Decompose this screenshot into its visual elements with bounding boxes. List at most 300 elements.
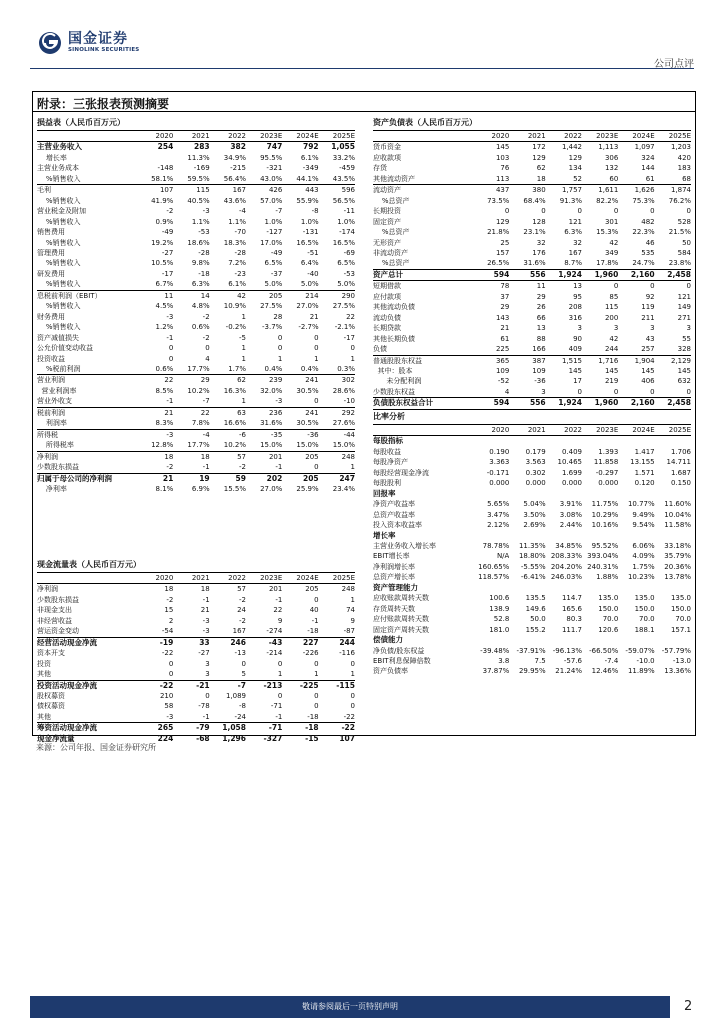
value-cell: 0 (686, 282, 691, 291)
value-cell: -1 (275, 595, 283, 604)
value-cell: 5.0% (246, 279, 282, 290)
row-label: %总资产 (373, 196, 410, 205)
balance-table (373, 131, 691, 410)
value-cell: 15.5% (223, 484, 246, 493)
value-cell: 157 (495, 248, 510, 257)
row-label: 税前利润 (37, 408, 65, 417)
table-row (37, 301, 355, 311)
row-label: 营运资金变动 (37, 626, 137, 637)
table-row (373, 196, 691, 206)
value-cell: 18.3% (223, 238, 246, 247)
value-cell: -37.91% (516, 646, 546, 655)
value-cell: 1,924 (546, 269, 582, 280)
value-cell: 11 (164, 291, 174, 300)
row-label: 每股净资产 (373, 458, 408, 467)
value-cell: 1.393 (598, 447, 619, 456)
value-cell: -4 (239, 207, 246, 216)
table-row (373, 281, 691, 292)
table-row (37, 227, 355, 237)
value-cell: 1.571 (634, 468, 655, 477)
value-cell: 61 (618, 174, 654, 185)
value-cell (582, 635, 618, 645)
table-row (373, 447, 691, 457)
value-cell: 21 (500, 324, 510, 333)
cashflow-table (37, 573, 355, 744)
value-cell: 1,960 (582, 398, 618, 409)
table-row (373, 302, 691, 312)
row-label: 其他 (37, 669, 137, 680)
value-cell: 4.5% (155, 302, 174, 311)
row-label: 少数股东权益 (373, 387, 473, 398)
value-cell: -27 (198, 649, 210, 658)
value-cell: 3 (686, 324, 691, 333)
value-cell: 56.5% (332, 196, 355, 205)
value-cell: -59.07% (625, 646, 655, 655)
table-row (373, 217, 691, 227)
table-row (37, 142, 355, 153)
table-row (373, 666, 691, 676)
row-label: 增长率 (37, 153, 67, 162)
value-cell: -459 (339, 164, 355, 173)
value-cell: 0.000 (525, 479, 546, 488)
year-header-cell: 2023E (246, 573, 282, 584)
value-cell: 205 (302, 473, 319, 483)
value-cell: -148 (157, 164, 174, 173)
value-cell: 420 (677, 153, 691, 162)
value-cell: 1 (210, 396, 246, 407)
row-label: %税前利润 (37, 364, 137, 375)
value-cell: 134 (568, 164, 582, 173)
value-cell: 15.3% (596, 228, 619, 237)
value-cell: 95 (573, 292, 582, 301)
value-cell: 167 (232, 186, 246, 195)
row-label: 存货 (373, 164, 387, 173)
value-cell: 301 (604, 217, 619, 226)
row-label: 现金净流量 (37, 733, 75, 743)
value-cell: 109 (532, 366, 546, 375)
value-cell: 8.3% (137, 418, 173, 429)
logo-mark-icon (38, 31, 62, 55)
value-cell: 107 (339, 733, 355, 743)
table-row (373, 646, 691, 656)
value-cell: 43.5% (319, 174, 355, 185)
value-cell: 10.2% (210, 440, 246, 451)
row-label: 净利润增长率 (373, 562, 415, 571)
panel-title: 现金流量表（人民币百万元） (37, 558, 355, 573)
value-cell (582, 531, 618, 541)
value-cell: 121 (677, 292, 691, 301)
logo-english-name: SINOLINK SECURITIES (68, 47, 140, 54)
year-header-cell: 2021 (509, 425, 545, 436)
value-cell: -327 (263, 733, 283, 743)
value-cell: 1,626 (634, 186, 655, 195)
table-row (37, 691, 355, 701)
value-cell: 17.7% (173, 364, 209, 375)
value-cell: -5.55% (520, 562, 546, 571)
value-cell: 1,515 (561, 356, 582, 365)
value-cell: 5 (210, 669, 246, 680)
value-cell: -44 (343, 430, 355, 439)
value-cell: 113 (473, 174, 509, 185)
value-cell: 0 (546, 387, 582, 398)
value-cell: 13.155 (630, 458, 655, 467)
value-cell: 4 (473, 387, 509, 398)
header-blank-cell (373, 425, 473, 436)
row-label: 每股经营现金净流 (373, 468, 429, 477)
row-label: EBIT增长率 (373, 552, 410, 561)
value-cell: 57.0% (260, 196, 283, 205)
value-cell: 0.3% (319, 364, 355, 375)
value-cell (473, 531, 509, 541)
value-cell: 166 (509, 344, 545, 355)
value-cell: 1 (241, 312, 246, 321)
row-label: 未分配利润 (373, 377, 422, 386)
value-cell: 75.3% (632, 196, 655, 205)
row-label: 研发费用 (37, 269, 65, 278)
year-header-cell: 2022 (546, 425, 582, 436)
row-label: 每股股利 (373, 479, 401, 488)
value-cell: 35.79% (664, 552, 691, 561)
value-cell: 33 (199, 637, 210, 647)
ratios-table (373, 425, 691, 677)
row-label: 财务费用 (37, 312, 65, 321)
table-row (373, 499, 691, 509)
value-cell: 1 (241, 344, 246, 353)
value-cell: 240.31% (587, 562, 619, 571)
value-cell: 135.5 (525, 594, 546, 603)
table-row (37, 616, 355, 626)
value-cell: -2.1% (334, 323, 355, 332)
value-cell: 9 (350, 616, 355, 625)
value-cell: -1 (173, 462, 209, 473)
document-type-label: 公司点评 (654, 59, 694, 70)
value-cell: 1,611 (598, 186, 619, 195)
value-cell: 10.9% (223, 302, 246, 311)
value-cell: 0.000 (561, 479, 582, 488)
table-row (37, 648, 355, 658)
row-label: 归属于母公司的净利润 (37, 473, 112, 483)
table-header-row (373, 425, 691, 436)
value-cell: 2,458 (655, 398, 691, 409)
value-cell: 556 (509, 398, 545, 409)
value-cell: 0 (577, 207, 582, 216)
value-cell: 10.465 (557, 458, 582, 467)
value-cell: -57.6 (563, 656, 582, 665)
value-cell: 68.4% (523, 196, 546, 205)
value-cell: 3.47% (487, 510, 510, 519)
value-cell: 24 (237, 606, 246, 615)
value-cell: 188.1 (634, 625, 655, 634)
value-cell: 208 (568, 303, 582, 312)
value-cell: -7 (275, 207, 283, 216)
value-cell: 128 (532, 217, 546, 226)
value-cell: 27.5% (332, 302, 355, 311)
value-cell: -115 (336, 680, 355, 690)
value-cell: 1 (314, 354, 319, 363)
year-header-cell: 2021 (173, 573, 209, 584)
value-cell: 70.0 (639, 615, 655, 624)
value-cell: 44.1% (282, 174, 318, 185)
table-row (37, 440, 355, 451)
value-cell: 224 (157, 733, 174, 743)
value-cell: 167 (210, 626, 246, 637)
row-label: 管理费用 (37, 248, 65, 257)
value-cell: 145 (604, 366, 619, 375)
value-cell: -70 (234, 228, 246, 237)
panel-title: 资产负债表（人民币百万元） (373, 116, 691, 131)
row-label: 资产总计 (373, 269, 473, 280)
row-label: 主营业务收入增长率 (373, 541, 436, 550)
value-cell: 1 (241, 354, 246, 363)
row-label: 固定资产周转天数 (373, 625, 429, 634)
value-cell: 0 (350, 344, 355, 353)
value-cell: 183 (677, 164, 691, 173)
table-row (373, 635, 691, 645)
value-cell: -35 (270, 430, 283, 439)
row-label: 负债 (373, 344, 473, 355)
value-cell: -0.171 (486, 468, 510, 477)
value-cell: -68 (196, 733, 210, 743)
value-cell: 437 (495, 186, 510, 195)
value-cell: 6.4% (300, 259, 319, 268)
value-cell: 5.04% (523, 500, 546, 509)
value-cell (618, 489, 654, 499)
panel-title: 损益表（人民币百万元） (37, 116, 355, 131)
value-cell: 155.2 (525, 625, 546, 634)
value-cell (473, 489, 509, 499)
value-cell: 32.0% (260, 386, 283, 395)
value-cell: 248 (341, 452, 355, 461)
table-row (37, 375, 355, 386)
value-cell: 32 (536, 238, 546, 247)
value-cell: -37 (270, 269, 283, 278)
row-label: 销售费用 (37, 228, 65, 237)
value-cell: -36 (307, 430, 319, 439)
value-cell: 0 (650, 282, 655, 291)
year-header-cell: 2021 (173, 131, 209, 142)
value-cell (509, 531, 545, 541)
value-cell: 43.6% (223, 196, 246, 205)
value-cell: 25.9% (296, 484, 319, 493)
value-cell: 22 (164, 376, 174, 385)
value-cell: 42 (609, 334, 619, 343)
table-row (373, 457, 691, 467)
table-row (37, 584, 355, 595)
page-number: 2 (684, 999, 693, 1014)
value-cell: 18 (200, 585, 210, 594)
year-header-cell: 2022 (546, 131, 582, 142)
value-cell: 1.706 (670, 447, 691, 456)
value-cell: 129 (495, 217, 510, 226)
table-row (37, 680, 355, 691)
value-cell: 18 (200, 452, 210, 461)
value-cell (655, 489, 691, 499)
income-statement-panel (37, 116, 355, 494)
value-cell: 6.06% (632, 541, 655, 550)
value-cell: 1,924 (546, 398, 582, 409)
value-cell: 52.8 (493, 615, 510, 624)
value-cell: -10.0 (636, 656, 655, 665)
value-cell: 55.9% (296, 196, 319, 205)
value-cell: 2,458 (655, 269, 691, 280)
value-cell: 1,097 (634, 143, 655, 152)
value-cell: 143 (495, 313, 510, 322)
value-cell: 74 (346, 606, 355, 615)
value-cell: 594 (473, 269, 509, 280)
value-cell: 17 (573, 377, 582, 386)
value-cell: 27.6% (319, 418, 355, 429)
value-cell: 254 (157, 142, 174, 152)
value-cell: 43 (645, 334, 655, 343)
table-row (373, 376, 691, 386)
row-label: 总资产收益率 (373, 510, 415, 519)
value-cell: 0 (282, 462, 318, 473)
table-row (373, 604, 691, 614)
row-label: 经营活动现金净流 (37, 637, 97, 647)
value-cell: 0 (277, 691, 283, 700)
value-cell: 150.0 (634, 604, 655, 613)
value-cell: 3.8 (498, 656, 510, 665)
value-cell: 0.302 (525, 468, 546, 477)
value-cell: 0.150 (670, 479, 691, 488)
row-label: 流动负债 (373, 313, 401, 322)
value-cell: 29 (500, 303, 510, 312)
row-label: 投资活动现金净流 (37, 680, 97, 690)
value-cell: 9.8% (191, 259, 210, 268)
table-row (373, 153, 691, 163)
appendix-frame (32, 91, 696, 743)
value-cell: 0 (541, 207, 546, 216)
value-cell (655, 635, 691, 645)
value-cell: 2.44% (559, 521, 582, 530)
value-cell: 246.03% (550, 573, 582, 582)
row-label: 净利率 (37, 484, 67, 493)
value-cell: 115 (604, 303, 619, 312)
value-cell: 11.60% (664, 500, 691, 509)
table-row (373, 510, 691, 520)
value-cell: -11 (343, 207, 355, 216)
value-cell (582, 436, 618, 447)
table-row (37, 462, 355, 473)
value-cell: -53 (343, 269, 355, 278)
value-cell: 1.1% (228, 217, 246, 226)
value-cell: 5.0% (319, 279, 355, 290)
value-cell: -349 (302, 164, 319, 173)
value-cell: 1 (282, 669, 318, 680)
value-cell: -5 (239, 333, 246, 342)
row-label: 其中：股本 (373, 366, 413, 375)
value-cell: 11.35% (518, 541, 546, 550)
value-cell: -2 (239, 595, 246, 604)
value-cell: 26.5% (473, 258, 509, 269)
table-row (373, 334, 691, 344)
value-cell: 3 (509, 387, 545, 398)
value-cell: 1,757 (561, 186, 582, 195)
value-cell (137, 153, 173, 163)
value-cell: 1,089 (225, 691, 246, 700)
table-row (37, 206, 355, 216)
table-row (373, 387, 691, 398)
value-cell: 584 (677, 248, 691, 257)
value-cell: 244 (339, 637, 355, 647)
table-row (373, 520, 691, 530)
value-cell: -3 (246, 396, 282, 407)
value-cell: -79 (196, 723, 210, 733)
value-cell: 4.8% (191, 302, 210, 311)
value-cell (509, 489, 545, 499)
value-cell: 19 (199, 473, 210, 483)
value-cell: 1,296 (222, 733, 246, 743)
value-cell: 0.179 (525, 447, 546, 456)
value-cell: 241 (305, 376, 319, 385)
value-cell: 2.69% (523, 521, 546, 530)
value-cell: -54 (137, 626, 173, 637)
value-cell: 244 (582, 344, 618, 355)
value-cell: -78 (198, 702, 210, 711)
value-cell: -3.7% (262, 323, 283, 332)
table-row (37, 279, 355, 290)
value-cell: 0 (137, 669, 173, 680)
value-cell: 172 (532, 143, 546, 152)
table-row (37, 659, 355, 669)
value-cell: -22 (159, 680, 174, 690)
value-cell: 15.0% (246, 440, 282, 451)
value-cell: 11.89% (627, 667, 655, 676)
row-label: 投入资本收益率 (373, 521, 422, 530)
value-cell: -40 (307, 269, 319, 278)
value-cell: 21 (309, 312, 319, 321)
row-label: 投资收益 (37, 354, 65, 363)
value-cell: 23.1% (523, 228, 546, 237)
value-cell: 0.6% (191, 323, 210, 332)
value-cell (655, 583, 691, 593)
value-cell: 70.0 (675, 615, 691, 624)
value-cell: 165.6 (561, 604, 582, 613)
year-header-cell: 2022 (210, 131, 246, 142)
value-cell: 32 (573, 238, 582, 247)
header-blank-cell (37, 131, 137, 142)
value-cell: 118.57% (478, 573, 510, 582)
value-cell: 409 (546, 344, 582, 355)
table-row (37, 269, 355, 279)
value-cell (546, 531, 582, 541)
value-cell: 443 (305, 186, 319, 195)
value-cell: 29 (536, 292, 546, 301)
value-cell: 28 (273, 312, 283, 321)
value-cell: -0.2% (225, 323, 246, 332)
table-header-row (37, 131, 355, 142)
value-cell: 58 (164, 702, 174, 711)
value-cell: 1.0% (264, 217, 283, 226)
value-cell: 60 (582, 174, 618, 185)
row-label: 利润率 (37, 418, 137, 429)
value-cell: -18 (282, 712, 318, 723)
value-cell: 0 (314, 691, 319, 700)
value-cell: 24.7% (618, 258, 654, 269)
value-cell: 109 (495, 366, 510, 375)
row-label: 每股指标 (373, 436, 403, 446)
value-cell: -36 (534, 377, 546, 386)
value-cell: 380 (532, 186, 546, 195)
value-cell: 594 (473, 398, 509, 409)
value-cell: 135.0 (634, 594, 655, 603)
table-row (37, 217, 355, 227)
value-cell: 328 (655, 344, 691, 355)
value-cell: 61 (500, 334, 510, 343)
value-cell: 18 (509, 174, 545, 185)
row-label: %总资产 (373, 228, 410, 237)
value-cell: 19.2% (151, 238, 174, 247)
